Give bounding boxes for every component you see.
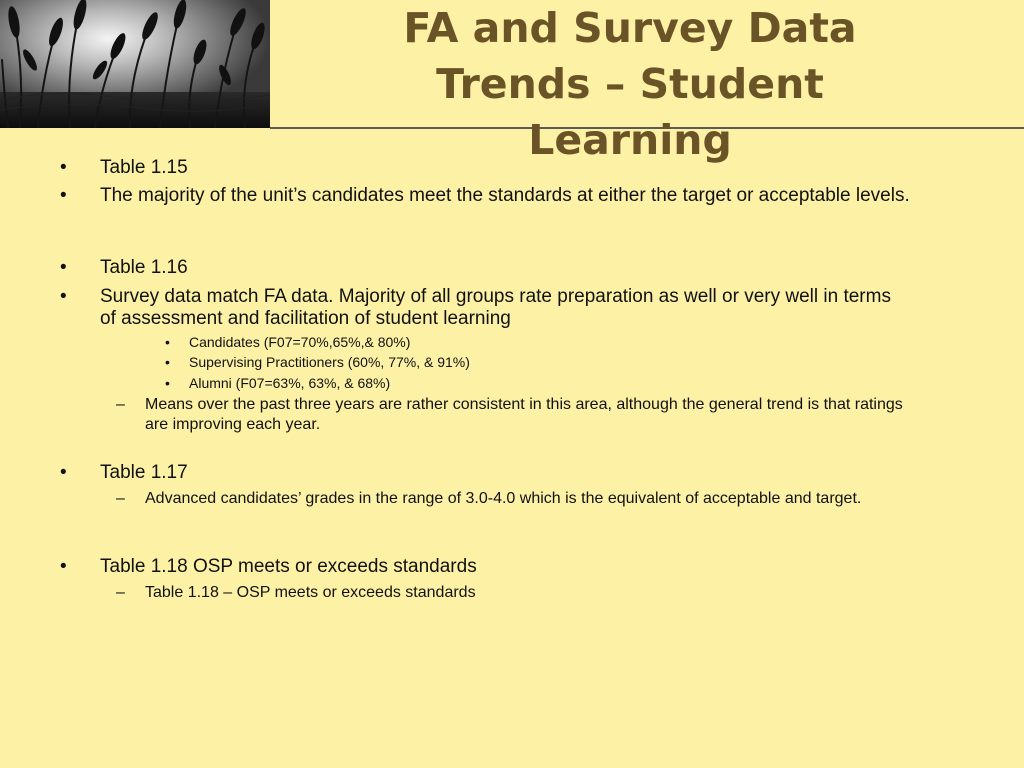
bullet-marker: • — [165, 375, 170, 391]
bullet-marker: • — [60, 157, 67, 178]
bullet-text: Supervising Practitioners (60%, 77%, & 91%) — [189, 354, 470, 370]
bullet-marker: • — [165, 334, 170, 350]
bullet-marker: • — [60, 556, 67, 577]
bullet-marker: • — [165, 354, 170, 370]
bullet-marker: • — [60, 257, 67, 278]
bullet-marker: • — [60, 185, 67, 206]
bullet-text: Table 1.18 OSP meets or exceeds standards — [100, 556, 477, 577]
dash-marker: – — [116, 490, 125, 507]
dash-text: Advanced candidates’ grades in the range of 3.0-4.0 which is the equivalent of acceptable and target. — [145, 490, 862, 507]
bullet-text: Alumni (F07=63%, 63%, & 68%) — [189, 375, 391, 391]
dash-marker: – — [116, 584, 125, 601]
bullet-text: Candidates (F07=70%,65%,& 80%) — [189, 334, 411, 350]
slide-title: FA and Survey Data Trends – Student Learning — [403, 4, 857, 164]
dash-text: Means over the past three years are rather consistent in this area, although the general trend is that ratings are improving each year. — [145, 396, 903, 433]
dash-marker: – — [116, 396, 125, 413]
bullet-text: Table 1.15 — [100, 157, 188, 178]
bullet-text: Survey data match FA data. Majority of all groups rate preparation as well or very well in terms of assessment and facilitation of student learning — [100, 286, 891, 329]
bullet-text: Table 1.16 — [100, 257, 188, 278]
bullet-marker: • — [60, 462, 67, 483]
bullet-text: The majority of the unit’s candidates meet the standards at either the target or acceptable levels. — [100, 185, 910, 206]
bullet-marker: • — [60, 286, 67, 307]
bullet-text: Table 1.17 — [100, 462, 188, 483]
dash-text: Table 1.18 – OSP meets or exceeds standards — [145, 584, 476, 601]
